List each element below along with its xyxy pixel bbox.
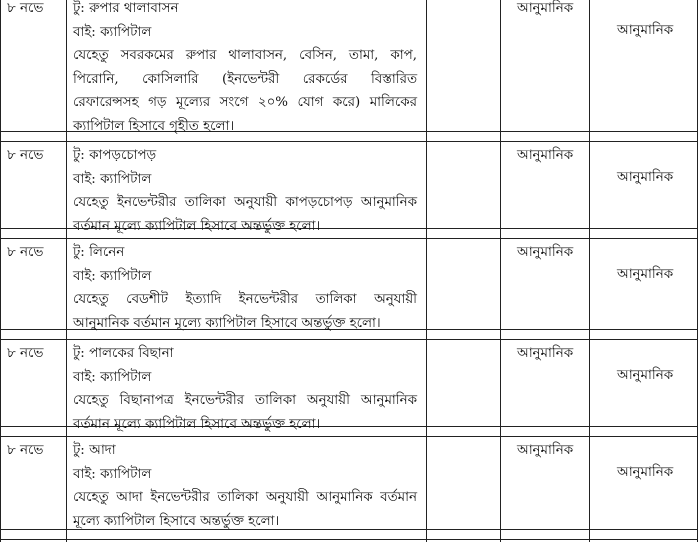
debit-account: টু: পালকের বিছানা	[73, 346, 174, 361]
amount-note-debit: আনুমানিক	[516, 245, 574, 260]
entry-description	[73, 342, 417, 436]
entry-date: ৮ নভে	[7, 245, 44, 260]
narration-line: রেফারেন্সসহ গড় মূল্যের সংগে ২০% যোগ করে) মালিকের	[73, 95, 417, 110]
amount-note-credit: আনুমানিক	[616, 267, 674, 282]
narration-line: যেহেতু আদা ইনভেন্টরীর তালিকা অনুযায়ী আনুমানিক বর্তমান	[73, 490, 417, 505]
amount-note-credit: আনুমানিক	[616, 465, 674, 480]
row-rule	[0, 141, 698, 142]
amount-note-debit: আনুমানিক	[516, 443, 574, 458]
amount-note-credit: আনুমানিক	[616, 23, 674, 38]
column-rule	[0, 0, 1, 542]
entry-date: ৮ নভে	[7, 346, 44, 361]
narration-line: বর্তমান মূল্যে ক্যাপিটাল হিসাবে অন্তর্ভুক্ত হলো।	[73, 218, 321, 234]
debit-account: টু: লিনেন	[73, 245, 125, 260]
entry-date: ৮ নভে	[7, 1, 44, 16]
credit-account: বাই: ক্যাপিটাল	[73, 268, 152, 284]
narration-line: যেহেতু বিছানাপত্র ইনভেন্টরীর তালিকা অনুযায়ী আনুমানিক	[73, 393, 417, 408]
column-rule	[589, 0, 590, 542]
entry-description	[73, 439, 417, 533]
debit-account: টু: কাপড়চোপড়	[73, 148, 157, 163]
narration-line: যেহেতু ইনভেন্টরীর তালিকা অনুযায়ী কাপড়চোপড় আনুমানিক	[73, 195, 417, 210]
debit-account: টু: আদা	[73, 443, 116, 458]
amount-note-credit: আনুমানিক	[616, 368, 674, 383]
narration-line: পিরোনি, কোসিলারি (ইনভেন্টরী রেকর্ডের বিস্তারিত	[73, 71, 417, 87]
narration-line: মূল্যে ক্যাপিটাল হিসাবে অন্তর্ভুক্ত হলো।	[73, 513, 280, 529]
narration-line: ক্যাপিটাল হিসাবে গৃহীত হলো।	[73, 118, 235, 134]
row-rule	[0, 339, 698, 340]
narration-line: বর্তমান মূল্যে ক্যাপিটাল হিসাবে অন্তর্ভুক্ত হলো।	[73, 416, 321, 432]
amount-note-debit: আনুমানিক	[516, 346, 574, 361]
amount-note-credit: আনুমানিক	[616, 170, 674, 185]
credit-account: বাই: ক্যাপিটাল	[73, 24, 152, 40]
debit-account: টু: রুপার থালাবাসন	[73, 1, 179, 16]
entry-date: ৮ নভে	[7, 443, 44, 458]
column-rule	[66, 0, 67, 542]
narration-line: যেহেতু সবরকমের রুপার থালাবাসন, বেসিন, তামা, কাপ,	[73, 48, 417, 63]
entry-description	[73, 144, 417, 238]
entry-description	[73, 241, 417, 335]
row-rule	[0, 539, 698, 540]
narration-line: আনুমানিক বর্তমান মূল্যে ক্যাপিটাল হিসাবে অন্তর্ভুক্ত হলো।	[73, 315, 381, 331]
amount-note-debit: আনুমানিক	[516, 1, 574, 16]
entry-date: ৮ নভে	[7, 148, 44, 163]
row-rule	[0, 436, 698, 437]
entry-description	[73, 0, 417, 138]
credit-account: বাই: ক্যাপিটাল	[73, 466, 152, 482]
credit-account: বাই: ক্যাপিটাল	[73, 369, 152, 385]
credit-account: বাই: ক্যাপিটাল	[73, 171, 152, 187]
narration-line: যেহেতু বেডশীট ইত্যাদি ইনভেন্টরীর তালিকা অনুযায়ী	[73, 292, 417, 307]
row-rule	[0, 238, 698, 239]
column-rule	[426, 0, 427, 542]
amount-note-debit: আনুমানিক	[516, 148, 574, 163]
column-rule	[500, 0, 501, 542]
